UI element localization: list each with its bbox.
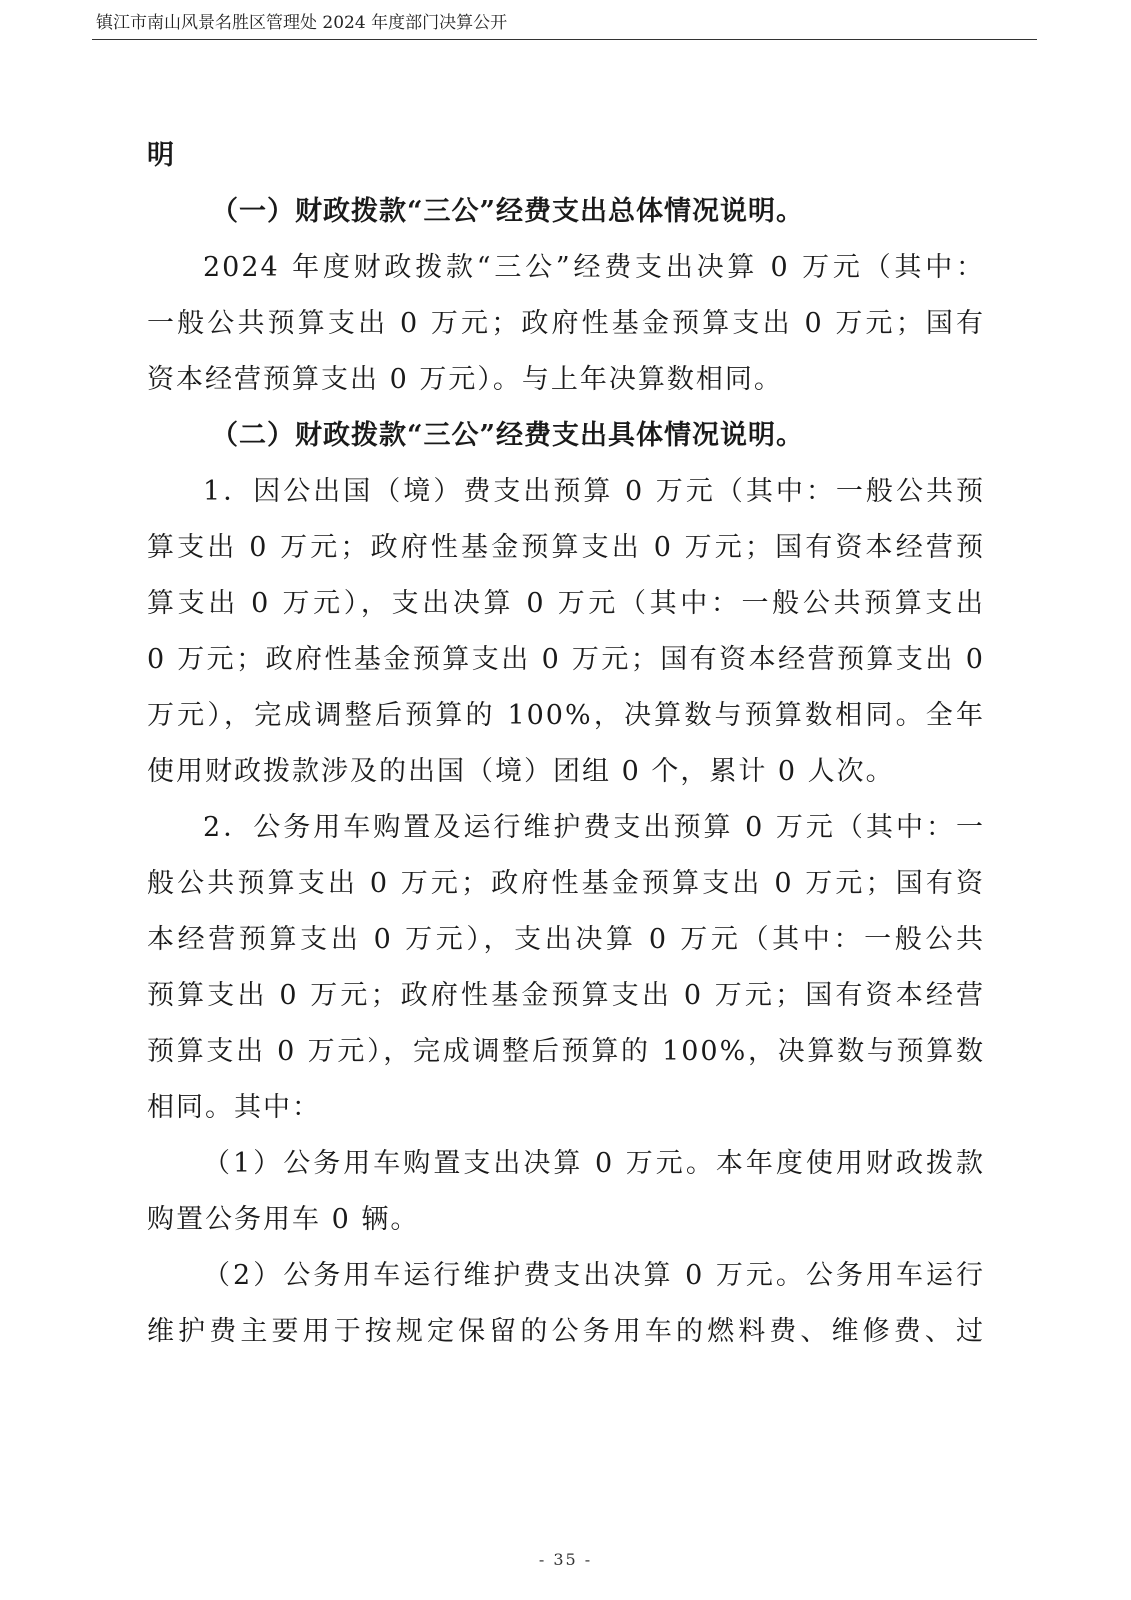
paragraph-line: 使用财政拨款涉及的出国（境）团组 0 个，累计 0 人次。 bbox=[147, 756, 895, 787]
paragraph-line: 2024 年度财政拨款“三公”经费支出决算 0 万元（其中： bbox=[203, 252, 985, 283]
paragraph-line: （2）公务用车运行维护费支出决算 0 万元。公务用车运行 bbox=[203, 1260, 985, 1291]
paragraph-line: 万元），完成调整后预算的 100%，决算数与预算数相同。全年 bbox=[147, 700, 985, 731]
paragraph-line: 2．公务用车购置及运行维护费支出预算 0 万元（其中：一 bbox=[203, 812, 985, 843]
paragraph-line: 0 万元；政府性基金预算支出 0 万元；国有资本经营预算支出 0 bbox=[147, 644, 985, 675]
paragraph-line: 购置公务用车 0 辆。 bbox=[147, 1204, 420, 1235]
paragraph-line: 本经营预算支出 0 万元），支出决算 0 万元（其中：一般公共 bbox=[147, 924, 985, 955]
paragraph-line: 明 bbox=[147, 140, 175, 171]
header-divider bbox=[92, 39, 1037, 40]
section-heading-1: （一）财政拨款“三公”经费支出总体情况说明。 bbox=[211, 196, 805, 227]
paragraph-line: 1．因公出国（境）费支出预算 0 万元（其中：一般公共预 bbox=[203, 476, 985, 507]
paragraph-line: 资本经营预算支出 0 万元）。与上年决算数相同。 bbox=[147, 364, 783, 395]
paragraph-line: 般公共预算支出 0 万元；政府性基金预算支出 0 万元；国有资 bbox=[147, 868, 985, 899]
header-title: 镇江市南山风景名胜区管理处 2024 年度部门决算公开 bbox=[96, 13, 508, 33]
paragraph-line: 算支出 0 万元；政府性基金预算支出 0 万元；国有资本经营预 bbox=[147, 532, 985, 563]
paragraph-line: 算支出 0 万元），支出决算 0 万元（其中：一般公共预算支出 bbox=[147, 588, 985, 619]
page-header bbox=[0, 0, 1131, 44]
paragraph-line: （1）公务用车购置支出决算 0 万元。本年度使用财政拨款 bbox=[203, 1148, 985, 1179]
paragraph-line: 预算支出 0 万元；政府性基金预算支出 0 万元；国有资本经营 bbox=[147, 980, 985, 1011]
section-heading-2: （二）财政拨款“三公”经费支出具体情况说明。 bbox=[211, 420, 805, 451]
paragraph-line: 一般公共预算支出 0 万元；政府性基金预算支出 0 万元；国有 bbox=[147, 308, 985, 339]
document-body bbox=[147, 128, 985, 1360]
paragraph-line: 相同。其中： bbox=[147, 1092, 321, 1123]
paragraph-line: 维护费主要用于按规定保留的公务用车的燃料费、维修费、过 bbox=[147, 1316, 985, 1347]
page-number: - 35 - bbox=[538, 1550, 593, 1569]
paragraph-line: 预算支出 0 万元），完成调整后预算的 100%，决算数与预算数 bbox=[147, 1036, 985, 1067]
